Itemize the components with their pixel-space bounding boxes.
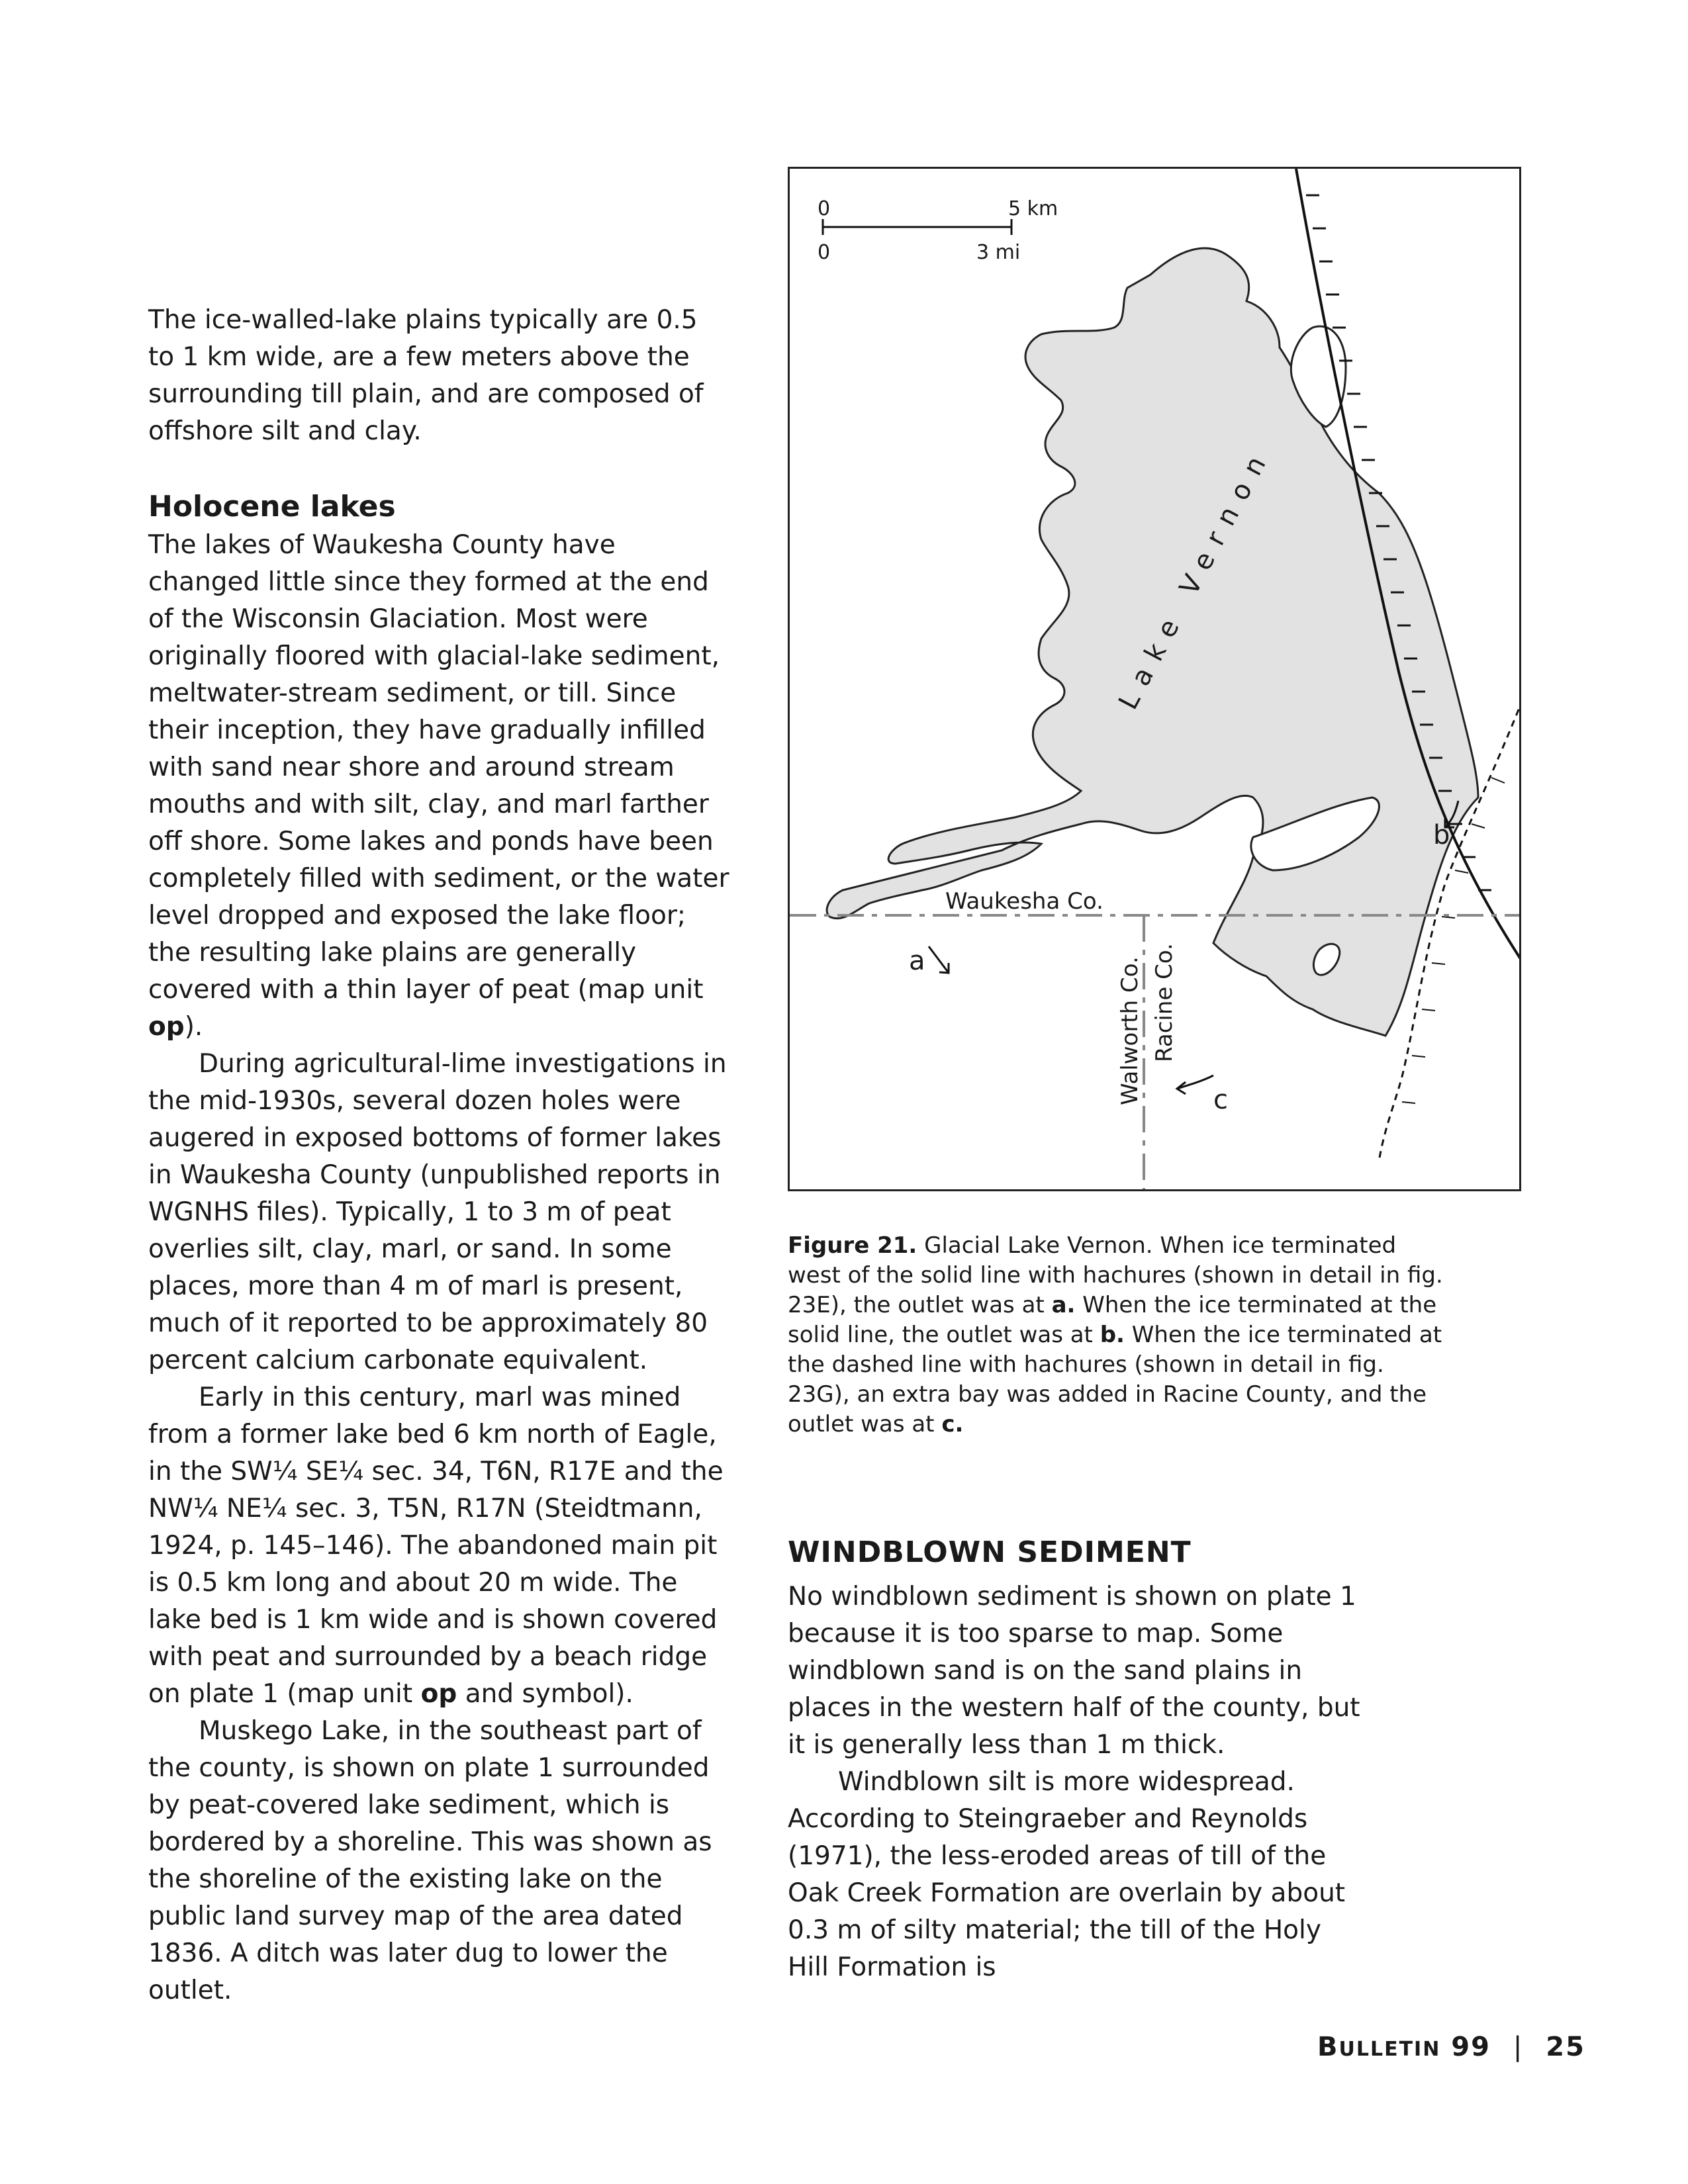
left-column bbox=[148, 302, 731, 2009]
right-column bbox=[788, 1578, 1364, 1986]
caption-text: Figure 21. Glacial Lake Vernon. When ice terminated west of the solid line with hachures (shown in detail in fig. 23E), the outlet was at a. When the ice terminated at the solid line, the outlet was at b. When the ice terminated at the dashed line with hachures (shown in detail in fig. 23G), an extra bay was added in Racine County, and the outlet was at c. bbox=[788, 1232, 1443, 1437]
outlet-a-label: a bbox=[909, 946, 925, 976]
scale-bar bbox=[823, 219, 1011, 235]
paragraph-lakes-3: Early in this century, marl was mined from a former lake bed 6 km north of Eagle, in the SW¼ SE¼ sec. 34, T6N, R17E and the NW¼ NE¼ sec. 3, T5N, R17N (Steidtmann, 1924, p. 145–146). The abandoned main pit is 0.5 km long and about 20 m wide. The lake bed is 1 km wide and is shown covered with peat and surrounded by a beach ridge on plate 1 (map unit op and symbol). bbox=[148, 1383, 724, 1709]
waukesha-county-label: Waukesha Co. bbox=[945, 888, 1103, 915]
lake-vernon-label: Lake Vernon bbox=[1113, 441, 1278, 715]
scale-mi-label: 3 mi bbox=[976, 241, 1021, 264]
paragraph-windblown-2: Windblown silt is more widespread. According to Steingraeber and Reynolds (1971), the less-eroded areas of till of the Oak Creek Formation are overlain by about 0.3 m of silty material; the till of the Holy Hill Formation is bbox=[788, 1767, 1346, 1982]
paragraph-ice-walled-lake: The ice-walled-lake plains typically are 0.5 to 1 km wide, are a few meters above the surrounding till plain, and are composed of offshore silt and clay. bbox=[148, 305, 704, 446]
map-svg bbox=[790, 169, 1521, 1191]
racine-county-label: Racine Co. bbox=[1151, 943, 1178, 1062]
page-footer bbox=[1317, 2032, 1585, 2062]
outlet-c-label: c bbox=[1213, 1085, 1228, 1115]
scale-km-label: 5 km bbox=[1008, 197, 1058, 220]
footer-bulletin-label: BULLETIN bbox=[1317, 2032, 1441, 2062]
paragraph-lakes-4: Muskego Lake, in the southeast part of the county, is shown on plate 1 surrounded by peat-covered lake sediment, which is bordered by a shoreline. This was shown as the shoreline of the existing lake on the public land survey map of the area dated 1836. A ditch was later dug to lower the outlet. bbox=[148, 1716, 712, 2005]
figure-map-lake-vernon bbox=[788, 167, 1521, 1191]
paragraph-lakes-1: The lakes of Waukesha County have changed little since they formed at the end of the Wisconsin Glaciation. Most were originally floored with glacial-lake sediment, meltwater-stream sediment, or till. Since their inception, they have gradually infilled with sand near shore and around stream mouths and with silt, clay, and marl farther off shore. Some lakes and ponds have been completely filled with sediment, or the water level dropped and exposed the lake floor; the resulting lake plains are generally covered with a thin layer of peat (map unit op). bbox=[148, 530, 729, 1042]
scale-mi-zero: 0 bbox=[818, 241, 831, 264]
footer-page-number: 25 bbox=[1546, 2032, 1585, 2062]
heading-holocene-lakes: Holocene lakes bbox=[148, 490, 396, 523]
footer-bulletin-number: 99 bbox=[1451, 2032, 1491, 2062]
footer-separator: | bbox=[1513, 2032, 1524, 2062]
walworth-county-label: Walworth Co. bbox=[1117, 956, 1143, 1105]
outlet-b-label: b bbox=[1433, 820, 1450, 850]
paragraph-windblown-1: No windblown sediment is shown on plate 1 because it is too sparse to map. Some windblown sand is on the sand plains in places in the western half of the county, but it is generally less than 1 m thick. bbox=[788, 1582, 1360, 1760]
heading-windblown-sediment: WINDBLOWN SEDIMENT bbox=[788, 1535, 1192, 1569]
outlet-a-arrow bbox=[929, 946, 949, 973]
scale-km-zero: 0 bbox=[818, 197, 831, 220]
paragraph-lakes-2: During agricultural-lime investigations in the mid-1930s, several dozen holes were augered in exposed bottoms of former lakes in Waukesha County (unpublished reports in WGNHS files). Typically, 1 to 3 m of peat overlies silt, clay, marl, or sand. In some places, more than 4 m of marl is present, much of it reported to be approximately 80 percent calcium carbonate equivalent. bbox=[148, 1049, 727, 1375]
figure-caption bbox=[788, 1231, 1443, 1439]
outlet-c-arrow bbox=[1177, 1075, 1213, 1094]
